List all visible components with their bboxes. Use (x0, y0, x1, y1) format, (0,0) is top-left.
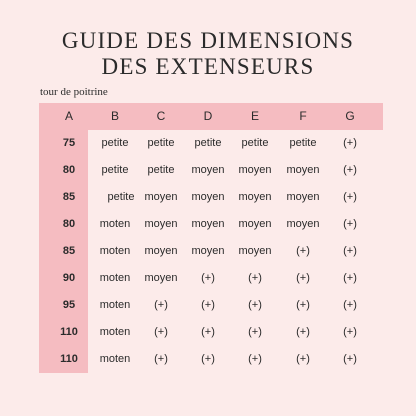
table-cell: petite (101, 137, 129, 149)
table-cell: moyen (238, 191, 272, 203)
table-cell: petite (289, 137, 317, 149)
table-cell: moten (99, 245, 131, 257)
table-cell: petite (107, 191, 135, 203)
table-cell: moten (99, 326, 131, 338)
table-cell: moyen (286, 191, 320, 203)
table-cell: moyen (191, 164, 225, 176)
table-cell: (+) (343, 218, 357, 230)
table-cell: (+) (248, 299, 262, 311)
table-cell: moyen (191, 191, 225, 203)
title-line-1: GUIDE DES DIMENSIONS (61, 28, 355, 53)
table-cell: (+) (248, 326, 262, 338)
table-cell: petite (101, 164, 129, 176)
table-cell: (+) (248, 353, 262, 365)
row-header: 110 (60, 353, 78, 365)
table-cell: (+) (201, 326, 215, 338)
table-cell: moten (99, 272, 131, 284)
table-cell: (+) (154, 326, 168, 338)
table-cell: (+) (154, 299, 168, 311)
table-cell: petite (147, 137, 175, 149)
row-header: 80 (62, 164, 76, 176)
table-cell: (+) (296, 326, 310, 338)
table-cell: (+) (201, 353, 215, 365)
table-subtitle: tour de poitrine (40, 86, 108, 98)
row-header: 85 (62, 191, 76, 203)
table-cell: moyen (191, 245, 225, 257)
table-cell: moyen (144, 272, 178, 284)
table-cell: (+) (343, 299, 357, 311)
row-header: 95 (62, 299, 76, 311)
column-header-e: E (250, 109, 259, 123)
table-cell: (+) (296, 353, 310, 365)
table-cell: (+) (248, 272, 262, 284)
table-cell: petite (147, 164, 175, 176)
table-cell: (+) (343, 191, 357, 203)
table-cell: (+) (296, 272, 310, 284)
row-header: 90 (62, 272, 76, 284)
column-header-f: F (299, 109, 307, 123)
table-cell: petite (241, 137, 269, 149)
table-cell: (+) (343, 326, 357, 338)
table-cell: (+) (201, 299, 215, 311)
table-cell: moten (99, 218, 131, 230)
table-cell: moyen (144, 191, 178, 203)
table-cell: moyen (238, 245, 272, 257)
column-header-a: A (64, 109, 73, 123)
row-header: 110 (60, 326, 78, 338)
table-cell: moten (99, 353, 131, 365)
page-title (0, 28, 416, 80)
table-cell: (+) (154, 353, 168, 365)
column-header-g: G (345, 109, 355, 123)
size-table (39, 103, 383, 373)
table-cell: moyen (191, 218, 225, 230)
table-cell: (+) (343, 272, 357, 284)
table-cell: (+) (343, 353, 357, 365)
table-cell: (+) (201, 272, 215, 284)
table-cell: moyen (144, 245, 178, 257)
column-header-c: C (156, 109, 166, 123)
row-header: 75 (62, 137, 76, 149)
table-cell: moyen (286, 164, 320, 176)
column-header-b: B (110, 109, 119, 123)
table-cell: moten (99, 299, 131, 311)
title-line-2: DES EXTENSEURS (101, 54, 315, 79)
table-cell: moyen (238, 218, 272, 230)
row-header: 80 (62, 218, 76, 230)
column-header-d: D (203, 109, 213, 123)
table-cell: (+) (343, 164, 357, 176)
table-cell: petite (194, 137, 222, 149)
table-cell: moyen (144, 218, 178, 230)
table-cell: (+) (296, 299, 310, 311)
table-cell: (+) (343, 137, 357, 149)
row-header: 85 (62, 245, 76, 257)
table-cell: moyen (286, 218, 320, 230)
table-cell: moyen (238, 164, 272, 176)
table-cell: (+) (296, 245, 310, 257)
table-cell: (+) (343, 245, 357, 257)
